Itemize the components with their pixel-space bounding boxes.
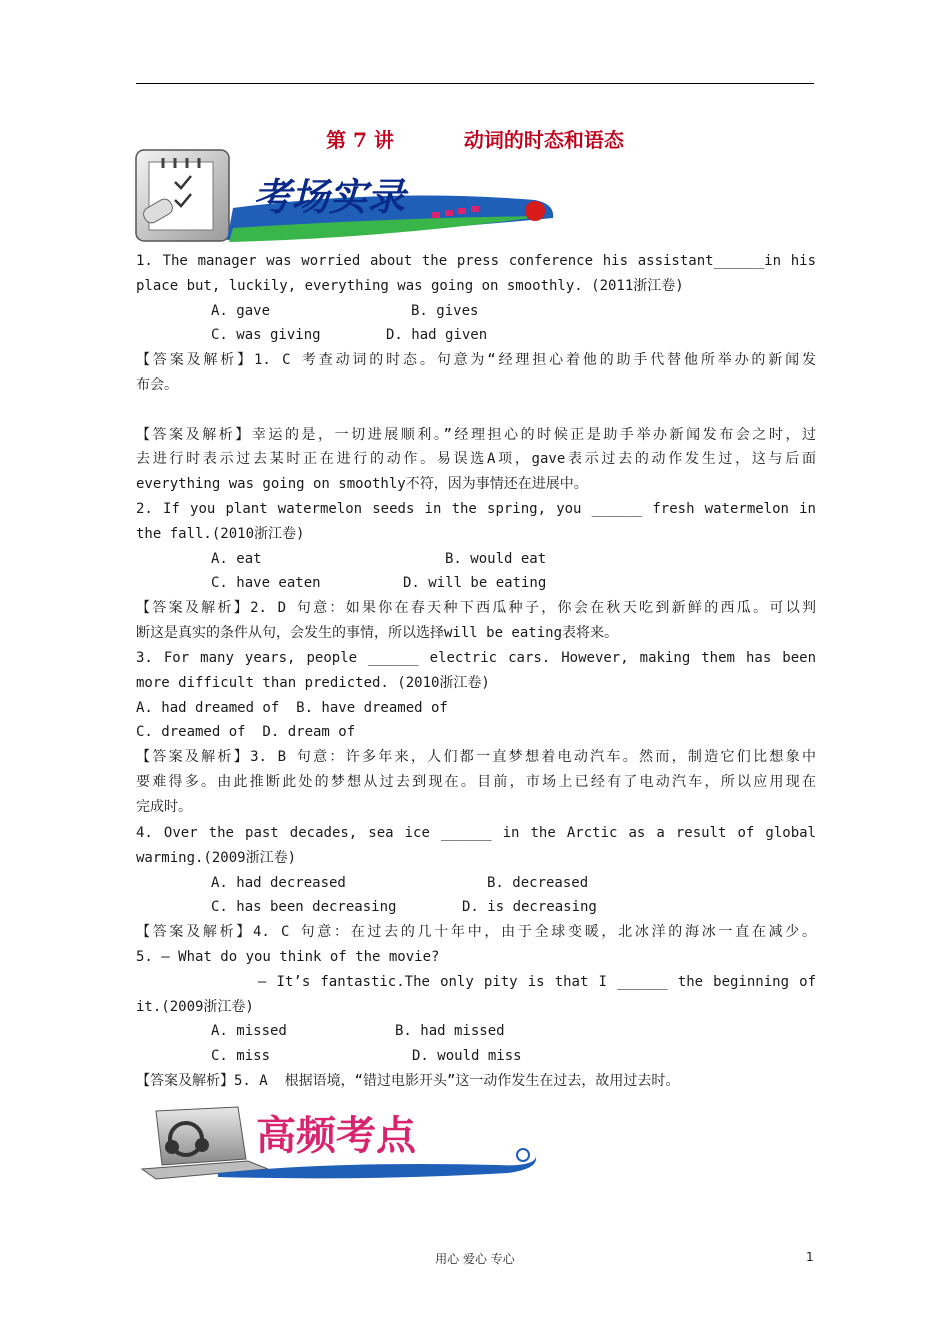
question-4-line-1: 4. Over the past decades, sea ice ______ in the Arctic as a result of global — [136, 825, 816, 841]
frequent-points-banner-text: 高频考点 — [256, 1113, 416, 1159]
question-2-line-2: the fall.(2010浙江卷) — [136, 525, 305, 542]
question-1-line-2: place but, luckily, everything was going on smoothly. (2011浙江卷) — [136, 277, 684, 294]
question-4-option-a: A. had decreased — [211, 874, 346, 891]
exam-record-banner — [135, 148, 560, 244]
question-3-options-cd: C. dreamed of D. dream of — [136, 724, 356, 741]
question-5-line-3: it.(2009浙江卷) — [136, 998, 254, 1015]
question-2 — [136, 497, 816, 646]
question-3-answer-line-3: 完成时。 — [136, 798, 192, 815]
question-3-answer-line-2: 要难得多。由此推断此处的梦想从过去到现在。目前，市场上已经有了电动汽车，所以应用现在 — [136, 773, 816, 790]
question-3 — [136, 646, 816, 820]
frequent-points-banner — [138, 1103, 543, 1183]
clipboard-icon — [136, 150, 229, 241]
question-4 — [136, 821, 816, 945]
question-4-option-c: C. has been decreasing — [211, 899, 397, 916]
question-1-option-b: B. gives — [411, 302, 479, 319]
question-5-answer-line-1: 【答案及解析】5. A 根据语境，“错过电影开头”这一动作发生在过去，故用过去时。 — [136, 1072, 680, 1089]
question-5-option-a: A. missed — [211, 1023, 287, 1040]
question-1-option-a: A. gave — [211, 302, 271, 319]
question-4-line-2: warming.(2009浙江卷) — [136, 849, 297, 866]
question-4-option-b: B. decreased — [487, 874, 589, 891]
question-2-answer-line-1: 【答案及解析】2. D 句意：如果你在春天种下西瓜种子，你会在秋天吃到新鲜的西瓜。可以判 — [136, 600, 816, 617]
question-3-line-1: 3. For many years, people ______ electric cars. However, making them has been — [136, 650, 816, 666]
question-3-line-2: more difficult than predicted. (2010浙江卷) — [136, 674, 490, 691]
question-1-answer-line-2: 布会。 — [136, 376, 178, 393]
header-rule — [136, 83, 814, 84]
question-1-line-1: 1. The manager was worried about the press conference his assistant______in his — [136, 253, 816, 269]
laptop-headset-icon — [142, 1107, 268, 1179]
question-5-option-c: C. miss — [211, 1048, 271, 1065]
page-number: 1 — [806, 1250, 814, 1264]
question-1 — [136, 249, 816, 497]
lecture-number: 第 7 讲 — [326, 128, 394, 152]
footer-slogan: 用心 爱心 专心 — [435, 1252, 515, 1266]
question-1-answer-line-4: 去进行时表示过去某时正在进行的动作。易误选A项，gave表示过去的动作发生过，这与后面 — [136, 451, 816, 468]
question-1-answer-line-3: 【答案及解析】幸运的是，一切进展顺利。”经理担心的时候正是助手举办新闻发布会之时，过 — [136, 426, 816, 443]
question-2-option-c: C. have eaten — [211, 575, 321, 592]
question-5-line-1: 5. — What do you think of the movie? — [136, 949, 440, 965]
question-5-option-d: D. would miss — [412, 1048, 522, 1065]
question-1-answer-line-1: 【答案及解析】1. C 考查动词的时态。句意为“经理担心着他的助手代替他所举办的新闻发 — [136, 352, 816, 369]
question-5 — [136, 945, 816, 1094]
question-2-line-1: 2. If you plant watermelon seeds in the spring, you ______ fresh watermelon in — [136, 501, 816, 517]
question-3-options-ab: A. had dreamed of B. have dreamed of — [136, 699, 448, 716]
question-5-line-2: — It’s fantastic.The only pity is that I ______ the beginning of — [258, 973, 816, 990]
question-5-option-b: B. had missed — [395, 1023, 505, 1040]
question-3-answer-line-1: 【答案及解析】3. B 句意：许多年来，人们都一直梦想着电动汽车。然而，制造它们比想象中 — [136, 749, 816, 766]
question-4-option-d: D. is decreasing — [462, 899, 597, 916]
question-1-option-c: C. was giving — [211, 327, 321, 344]
question-1-option-d: D. had given — [386, 327, 488, 344]
question-1-answer-line-5: everything was going on smoothly不符，因为事情还在进展中。 — [136, 476, 588, 493]
question-2-option-d: D. will be eating — [403, 575, 547, 592]
exam-record-banner-text: 考场实录 — [253, 175, 406, 219]
question-2-option-b: B. would eat — [445, 550, 547, 567]
question-2-answer-line-2: 断这是真实的条件从句，会发生的事情，所以选择will be eating表将来。 — [136, 624, 619, 641]
question-4-answer-line-1: 【答案及解析】4. C 句意：在过去的几十年中，由于全球变暖，北冰洋的海冰一直在减少。 — [136, 924, 816, 941]
question-2-option-a: A. eat — [211, 550, 262, 567]
lecture-topic: 动词的时态和语态 — [463, 128, 624, 152]
